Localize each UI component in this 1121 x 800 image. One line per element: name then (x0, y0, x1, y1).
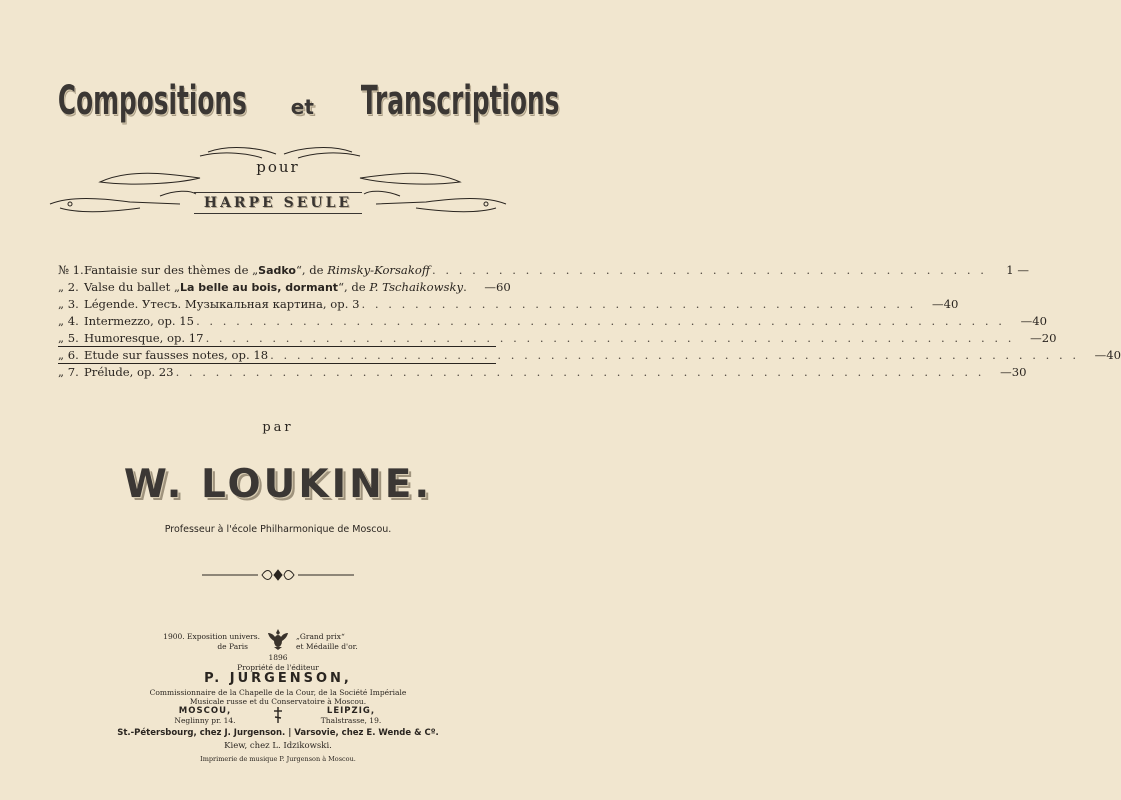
pour-text: pour (256, 158, 300, 176)
pieces-list (58, 262, 1121, 381)
moscou-label: MOSCOU, (178, 706, 232, 716)
piece-text: Fantaisie sur des thèmes de „ (84, 263, 259, 277)
list-item (58, 364, 1027, 381)
moscou-block (150, 706, 260, 726)
imperial-eagle-icon (264, 627, 292, 651)
cross-icon (272, 706, 284, 724)
piece-composer: Rimsky-Korsakoff (327, 263, 431, 277)
piece-price: —40 (1094, 348, 1121, 362)
leader-dots: . . . . . . . . . . . . . . . . . . . . . . . . . . . . . . . . . . . . . . . . . . . . . . . . . . . . . . . . . . . . . (270, 348, 1080, 362)
leader-dots: . . . . . . . . . . . . . . . . . . . . . . . . . . . . . . . . . . . . . . . . . . . . . . . . . . . . . . . . . . . . . (196, 314, 1005, 328)
list-item (58, 262, 1029, 279)
par-text: par (262, 420, 294, 435)
title-word-transcriptions: Transcriptions (360, 78, 560, 124)
list-item (58, 313, 1047, 330)
piece-work-name: La belle au bois, dormant (179, 281, 339, 294)
leader-dots: . . . . . . . . . . . . . . . . . . . . . . . . . . . . . . . . . . . . . . . . . . (432, 263, 987, 277)
piece-text: Valse du ballet „ (84, 280, 180, 294)
expo-right (296, 632, 416, 652)
piece-price: —60 (484, 280, 511, 294)
commission-line2: Musicale russe et du Conservatoire à Moscou. (189, 697, 367, 706)
leader-dots: . . . . . . . . . . . . . . . . . . . . . . . . . . . . . . . . . . . . . . . . . . . . . . . . . . . . . . . . . . . . . (205, 331, 1015, 345)
piece-work-name: Sadko (258, 264, 296, 277)
author-name: W. LOUKINE. (123, 462, 433, 507)
leader-dots: . . . . . . . . . . . . . . . . . . . . . . . . . . . . . . . . . . . . . . . . . . . . . . . . . . . . . . . . . . . . . (175, 365, 985, 379)
piece-text: “, de (295, 263, 328, 277)
expo-right-line1: „Grand prix“ (296, 632, 345, 641)
piece-number: „ 7. (58, 365, 79, 379)
piece-title: Prélude, op. 23 (84, 365, 174, 379)
list-item (58, 296, 959, 313)
page-title (0, 78, 560, 124)
expo-left (150, 632, 260, 652)
piece-title: Légende. Утесъ. Музыкальная картина, op. 3 (84, 297, 360, 311)
branches-line: St.-Pétersbourg, chez J. Jurgenson. | Varsovie, chez E. Wende & Cº. (117, 728, 439, 738)
imprimerie-line: Imprimerie de musique P. Jurgenson à Moscou. (200, 755, 356, 763)
piece-text: “, de (338, 280, 370, 294)
piece-price: —30 (1000, 365, 1027, 379)
kiew-line: Kiew, chez L. Idzikowski. (224, 741, 332, 751)
title-word-et: et (290, 95, 314, 119)
leipzig-label: LEIPZIG, (326, 706, 376, 716)
leader-dots: . . . . . . . . . . . . . . . . . . . . . . . . . . . . . . . . . . . . . . . . . . (361, 297, 917, 311)
publisher-name: P. JURGENSON, (204, 671, 352, 686)
piece-composer: P. Tschaikowsky (369, 280, 464, 294)
expo-right-line2: et Médaille d'or. (296, 642, 358, 651)
piece-price: 1 — (1006, 263, 1029, 277)
leipzig-address: Thalstrasse, 19. (320, 716, 382, 725)
piece-title (84, 262, 430, 279)
piece-number: „ 2. (58, 280, 79, 294)
piece-number: „ 3. (58, 297, 79, 311)
piece-price: —40 (1020, 314, 1047, 328)
piece-number: „ 5. (58, 331, 79, 345)
proprietor-line: Propriété de l'éditeur (237, 663, 319, 672)
piece-title (84, 279, 467, 296)
piece-title: Etude sur fausses notes, op. 18 (84, 348, 269, 362)
piece-price: —40 (932, 297, 959, 311)
list-item (58, 279, 511, 296)
piece-text: . (463, 280, 467, 294)
piece-number: № 1. (58, 263, 84, 277)
piece-number: „ 6. (58, 348, 79, 362)
year: 1896 (268, 653, 288, 662)
commission-line1: Commissionnaire de la Chapelle de la Cour, de la Société Impériale (149, 688, 407, 697)
list-item (58, 347, 1121, 364)
author-title: Professeur à l'école Philharmonique de Moscou. (164, 524, 392, 535)
piece-title: Intermezzo, op. 15 (84, 314, 195, 328)
piece-price: —20 (1030, 331, 1057, 345)
instrument-title (0, 192, 556, 214)
moscou-address: Neglinny pr. 14. (174, 716, 236, 725)
expo-left-line1: 1900. Exposition univers. (163, 632, 260, 641)
instrument-label: HARPE SEULE (194, 192, 362, 214)
divider-ornament (200, 567, 356, 583)
piece-number: „ 4. (58, 314, 79, 328)
list-item (58, 330, 1057, 347)
expo-left-line2: de Paris (217, 642, 248, 651)
piece-title: Humoresque, op. 17 (84, 331, 204, 345)
title-word-compositions: Compositions (57, 78, 247, 124)
leipzig-block (296, 706, 406, 726)
